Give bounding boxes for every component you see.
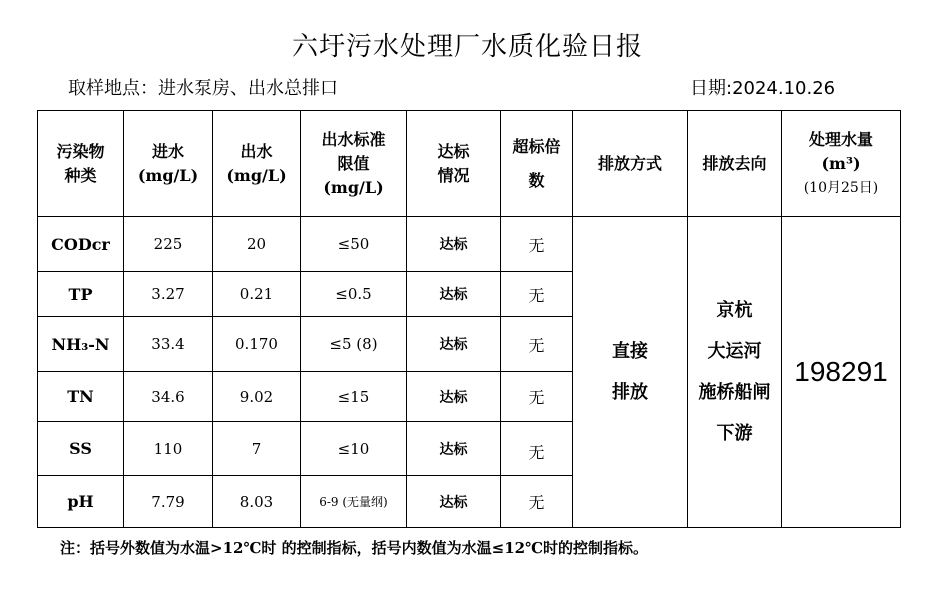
header-status: 达标 情况 [407, 111, 501, 217]
discharge-method: 直接 排放 [573, 217, 688, 528]
pollutant-name: CODcr [38, 217, 124, 272]
status-value: 达标 [407, 422, 501, 476]
outflow-value: 7 [213, 422, 301, 476]
pollutant-name: pH [38, 476, 124, 528]
header-destination: 排放去向 [688, 111, 782, 217]
header-inflow: 进水 (mg/L) [124, 111, 213, 217]
inflow-value: 34.6 [124, 372, 213, 422]
header-limit: 出水标准 限值 (mg/L) [301, 111, 407, 217]
water-quality-table [37, 110, 901, 528]
date-label: 日期 [690, 78, 726, 99]
outflow-value: 0.21 [213, 272, 301, 317]
header-volume: 处理水量 (m³) (10月25日) [782, 111, 901, 217]
exceed-value: 无 [501, 476, 573, 528]
outflow-value: 20 [213, 217, 301, 272]
header-row [38, 111, 901, 217]
pollutant-name: NH₃-N [38, 317, 124, 372]
outflow-value: 8.03 [213, 476, 301, 528]
limit-value: ≤0.5 [301, 272, 407, 317]
outflow-value: 9.02 [213, 372, 301, 422]
inflow-value: 33.4 [124, 317, 213, 372]
sampling-location: 取样地点：进水泵房、出水总排口 [68, 78, 338, 99]
treated-volume: 198291 [782, 217, 901, 528]
exceed-value: 无 [501, 217, 573, 272]
report-date [690, 74, 835, 100]
discharge-destination: 京杭 大运河 施桥船闸 下游 [688, 217, 782, 528]
limit-value: ≤15 [301, 372, 407, 422]
exceed-value: 无 [501, 272, 573, 317]
outflow-value: 0.170 [213, 317, 301, 372]
inflow-value: 3.27 [124, 272, 213, 317]
limit-value: ≤50 [301, 217, 407, 272]
report-title: 六圩污水处理厂水质化验日报 [291, 32, 643, 62]
header-outflow: 出水 (mg/L) [213, 111, 301, 217]
limit-value: ≤10 [301, 422, 407, 476]
exceed-value: 无 [501, 317, 573, 372]
inflow-value: 110 [124, 422, 213, 476]
status-value: 达标 [407, 372, 501, 422]
status-value: 达标 [407, 317, 501, 372]
date-value: :2024.10.26 [726, 78, 836, 99]
pollutant-name: SS [38, 422, 124, 476]
pollutant-name: TN [38, 372, 124, 422]
footnote: 注：括号外数值为水温>12℃时 的控制指标，括号内数值为水温≤12℃时的控制指标。 [60, 539, 649, 557]
inflow-value: 225 [124, 217, 213, 272]
status-value: 达标 [407, 217, 501, 272]
exceed-value: 无 [501, 422, 573, 476]
header-method: 排放方式 [573, 111, 688, 217]
limit-value: ≤5 (8) [301, 317, 407, 372]
limit-value: 6-9 (无量纲) [301, 476, 407, 528]
status-value: 达标 [407, 272, 501, 317]
pollutant-name: TP [38, 272, 124, 317]
inflow-value: 7.79 [124, 476, 213, 528]
exceed-value: 无 [501, 372, 573, 422]
header-exceed: 超标倍 数 [501, 111, 573, 217]
status-value: 达标 [407, 476, 501, 528]
table-row [38, 217, 901, 272]
header-pollutant: 污染物 种类 [38, 111, 124, 217]
